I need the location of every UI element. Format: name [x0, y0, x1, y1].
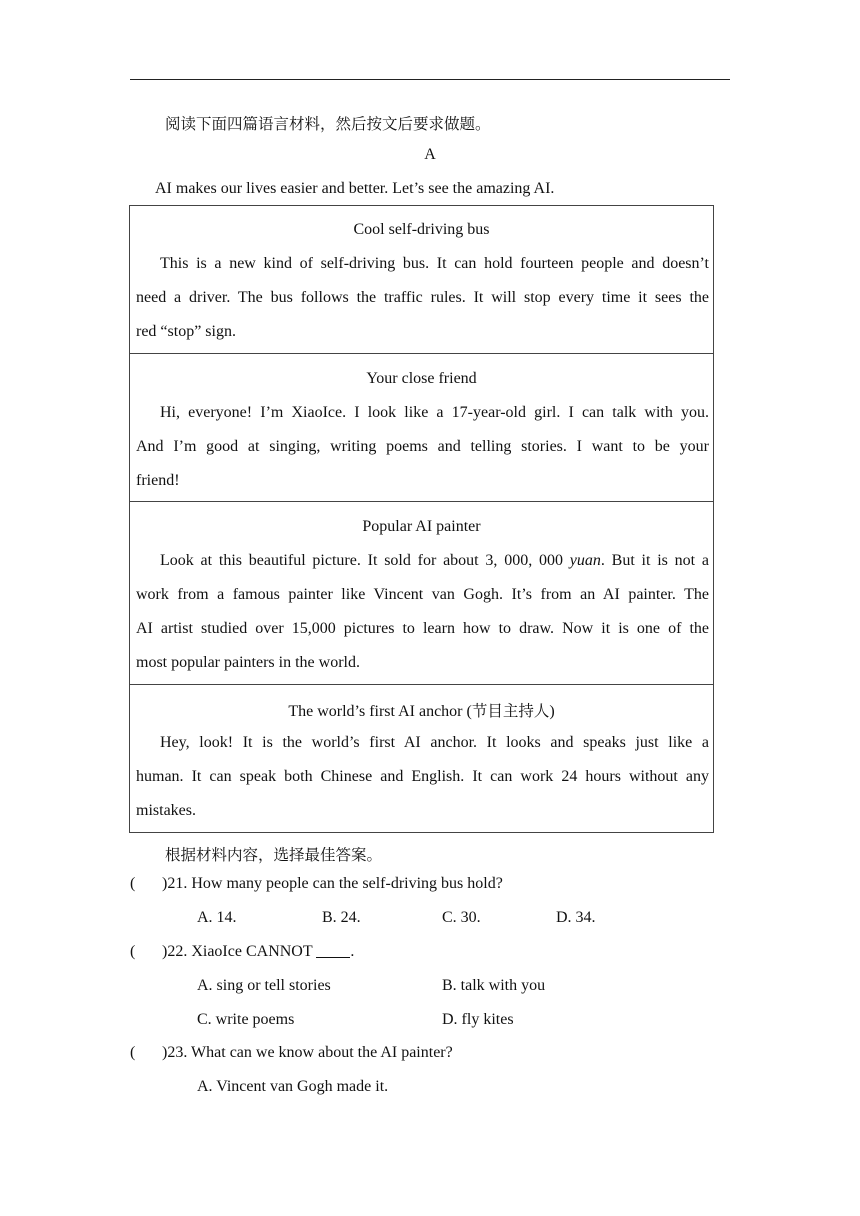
box-line: Hey, look! It is the world’s first AI anchor. It looks and speaks just like a — [160, 734, 709, 751]
answer-paren-22[interactable]: ( — [130, 943, 136, 960]
answer-paren-23[interactable]: ( — [130, 1044, 136, 1061]
option-23-a[interactable]: A. Vincent van Gogh made it. — [197, 1078, 389, 1095]
box-line: need a driver. The bus follows the traffic rules. It will stop every time it sees the — [136, 289, 709, 306]
question-23-stem: )23. What can we know about the AI painter? — [162, 1044, 453, 1061]
answer-blank — [316, 957, 350, 958]
line-text: . But it is not a — [600, 552, 709, 569]
answer-paren-21[interactable]: ( — [130, 875, 136, 892]
italic-word: yuan — [569, 552, 601, 569]
box-title: Cool self-driving bus — [353, 221, 490, 238]
option-21-d[interactable]: D. 34. — [556, 909, 596, 926]
box-line: friend! — [136, 472, 180, 489]
option-22-d[interactable]: D. fly kites — [442, 1011, 514, 1028]
intro-text: AI makes our lives easier and better. Let’s see the amazing AI. — [155, 180, 555, 197]
question-21-stem: )21. How many people can the self-driving bus hold? — [162, 875, 503, 892]
box-title: Popular AI painter — [362, 518, 481, 535]
box-line: most popular painters in the world. — [136, 654, 360, 671]
instruction-text: 阅读下面四篇语言材料，然后按文后要求做题。 — [165, 115, 491, 133]
section-letter: A — [424, 146, 436, 163]
box-title: Your close friend — [366, 370, 477, 387]
box-line: work from a famous painter like Vincent van Gogh. It’s from an AI painter. The — [136, 586, 709, 603]
box-ai-anchor — [129, 684, 714, 833]
option-21-a[interactable]: A. 14. — [197, 909, 237, 926]
box-line: red “stop” sign. — [136, 323, 236, 340]
box-line: mistakes. — [136, 802, 196, 819]
question-instruction: 根据材料内容，选择最佳答案。 — [165, 846, 383, 864]
box-line: And I’m good at singing, writing poems and telling stories. I want to be your — [136, 438, 709, 455]
box-line: This is a new kind of self-driving bus. It can hold fourteen people and doesn’t — [160, 255, 709, 272]
title-text: ) — [549, 703, 555, 720]
question-22-stem — [162, 943, 354, 961]
box-line — [160, 552, 709, 570]
line-text: Look at this beautiful picture. It sold for about 3, 000, 000 — [160, 552, 570, 569]
option-21-c[interactable]: C. 30. — [442, 909, 481, 926]
option-21-b[interactable]: B. 24. — [322, 909, 361, 926]
option-22-c[interactable]: C. write poems — [197, 1011, 295, 1028]
header-rule — [130, 79, 730, 80]
box-ai-painter — [129, 501, 714, 685]
title-text: The world’s first AI anchor ( — [288, 703, 472, 720]
stem-text: . — [350, 943, 355, 960]
title-chinese: 节目主持人 — [471, 702, 550, 720]
option-22-b[interactable]: B. talk with you — [442, 977, 546, 994]
box-self-driving-bus — [129, 205, 714, 354]
box-close-friend — [129, 353, 714, 502]
stem-text: )22. XiaoIce CANNOT — [162, 943, 317, 960]
option-22-a[interactable]: A. sing or tell stories — [197, 977, 331, 994]
box-title — [130, 699, 713, 721]
box-line: AI artist studied over 15,000 pictures to learn how to draw. Now it is one of the — [136, 620, 709, 637]
box-line: Hi, everyone! I’m XiaoIce. I look like a 17-year-old girl. I can talk with you. — [160, 404, 709, 421]
box-line: human. It can speak both Chinese and English. It can work 24 hours without any — [136, 768, 709, 785]
